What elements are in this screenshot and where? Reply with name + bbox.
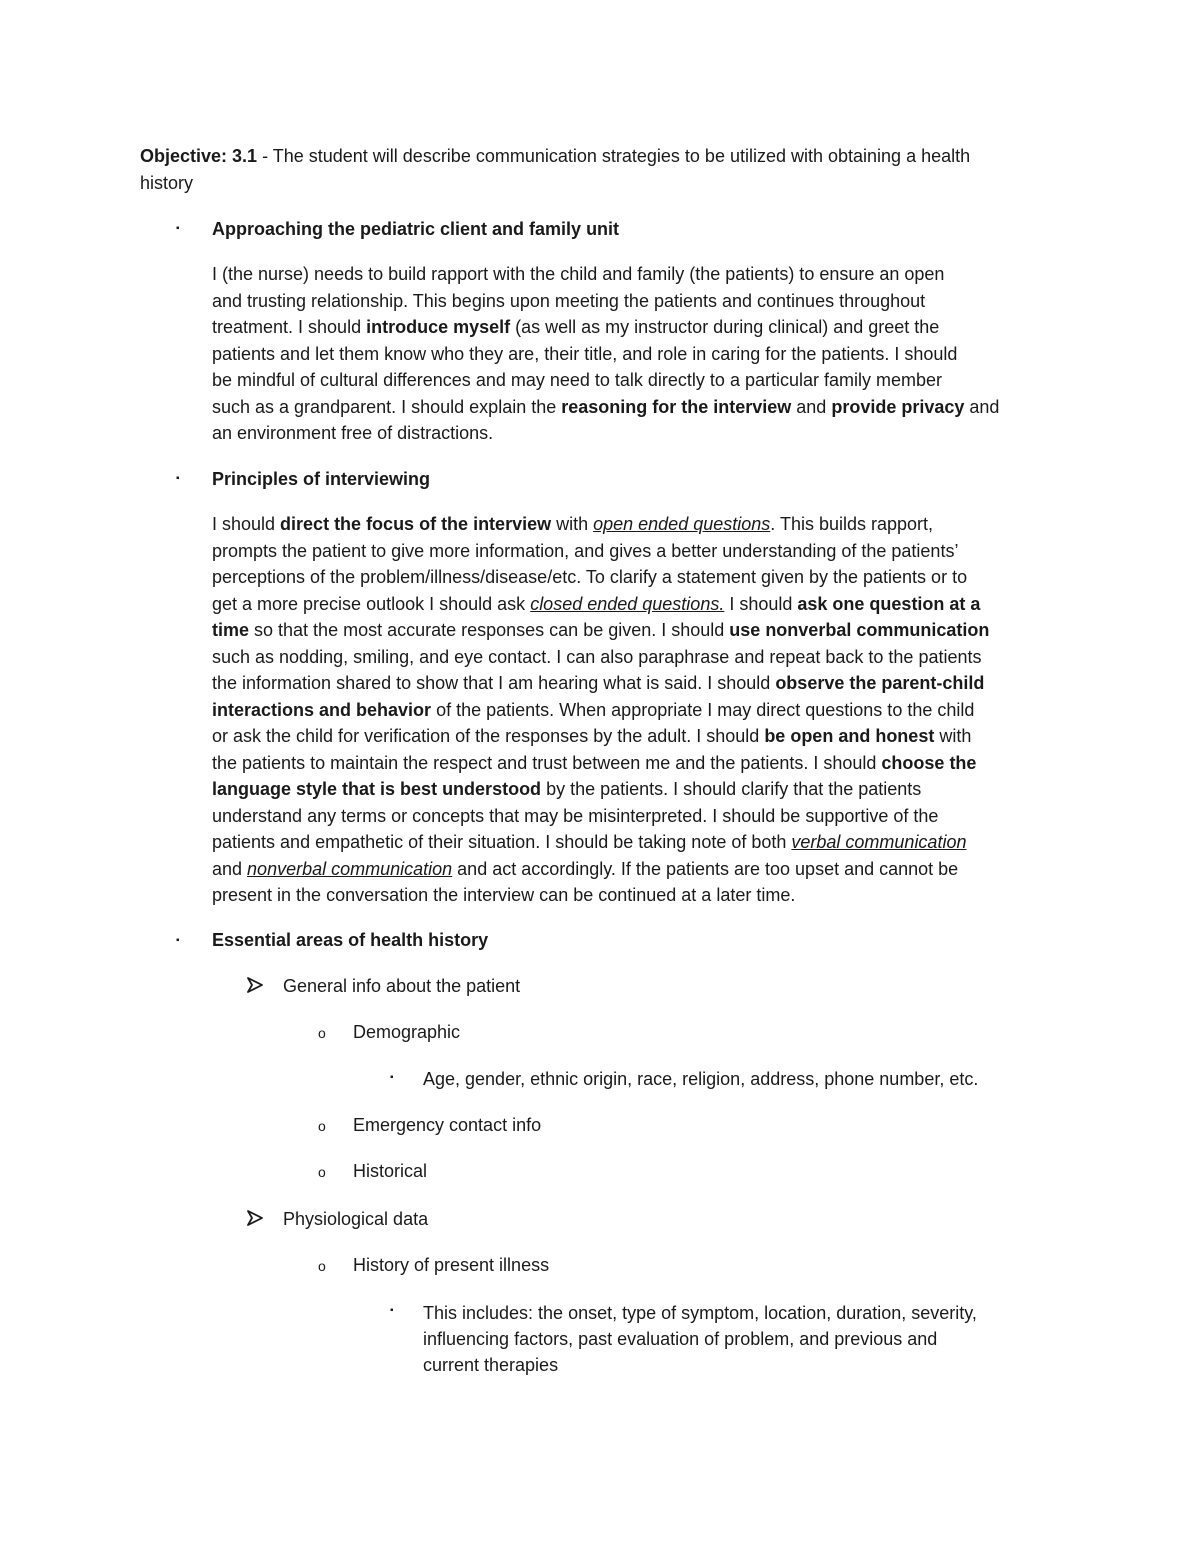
objective-paragraph	[140, 143, 1070, 197]
approaching-line-5: be mindful of cultural differences and may need to talk directly to a particular family member	[212, 370, 943, 390]
bold-run: be open and honest	[764, 726, 935, 746]
arrow-bullet-icon	[246, 1209, 264, 1227]
text-run: . This builds rapport,	[770, 514, 934, 534]
item-includes	[423, 1300, 977, 1378]
text-run: with	[551, 514, 594, 534]
circle-bullet-icon: o	[318, 1118, 326, 1134]
principles-line-5	[212, 617, 1072, 644]
item-demographic: Demographic	[353, 1022, 461, 1042]
includes-line-3: current therapies	[423, 1355, 559, 1375]
principles-line-13	[212, 829, 1072, 856]
item-demographic-detail: Age, gender, ethnic origin, race, religion, address, phone number, etc.	[423, 1069, 979, 1089]
circle-bullet-icon: o	[318, 1164, 326, 1180]
objective-line-2: history	[140, 173, 194, 193]
bold-run: language style that is best understood	[212, 779, 542, 799]
principles-line-1	[212, 511, 1072, 538]
item-historical: Historical	[353, 1161, 428, 1181]
principles-paragraph	[212, 511, 1072, 909]
objective-label: Objective: 3.1	[140, 146, 258, 166]
principles-line-10	[212, 750, 1072, 777]
heading-principles: Principles of interviewing	[212, 469, 431, 489]
item-present-illness: History of present illness	[353, 1255, 550, 1275]
text-run: and	[212, 858, 248, 879]
text-run: I should	[212, 514, 281, 534]
emphasis-run: nonverbal communication	[247, 858, 453, 879]
text-run: or ask the child for verification of the responses by the adult. I should	[212, 726, 765, 746]
circle-bullet-icon: o	[318, 1258, 326, 1274]
square-bullet-icon: ▪	[390, 1072, 394, 1083]
emphasis-run: open ended questions	[593, 514, 771, 534]
text-run: with	[934, 726, 972, 746]
principles-line-7	[212, 670, 1072, 697]
objective-line-1	[140, 143, 1070, 170]
objective-text: - The student will describe communication strategies to be utilized with obtaining a health	[257, 146, 971, 166]
bold-run: reasoning for the interview	[561, 396, 792, 417]
principles-line-2: prompts the patient to give more information, and gives a better understanding of the patients’	[212, 540, 959, 561]
approaching-paragraph	[212, 261, 1072, 447]
text-run: and	[791, 396, 832, 417]
bold-run: introduce myself	[366, 317, 511, 337]
includes-line-1: This includes: the onset, type of symptom, location, duration, severity,	[423, 1303, 977, 1323]
item-emergency-contact: Emergency contact info	[353, 1115, 542, 1135]
principles-line-6: such as nodding, smiling, and eye contact. I can also paraphrase and repeat back to the patients	[212, 646, 982, 667]
emphasis-run: verbal communication	[791, 832, 967, 852]
bold-run: direct the focus of the interview	[280, 514, 552, 534]
approaching-line-1: I (the nurse) needs to build rapport with the child and family (the patients) to ensure an open	[212, 264, 945, 284]
principles-line-12: understand any terms or concepts that may be misinterpreted. I should be supportive of the	[212, 805, 939, 826]
bold-run: choose the	[881, 752, 977, 773]
text-run: and act accordingly. If the patients are too upset and cannot be	[452, 858, 959, 879]
principles-line-14	[212, 856, 1072, 883]
square-bullet-icon: ▪	[176, 473, 180, 484]
approaching-line-3	[212, 314, 1072, 341]
principles-line-11	[212, 776, 1072, 803]
text-run: treatment. I should	[212, 317, 367, 337]
text-run: the information shared to show that I am hearing what is said. I should	[212, 673, 776, 693]
heading-approaching: Approaching the pediatric client and family unit	[212, 219, 620, 239]
heading-essential: Essential areas of health history	[212, 930, 489, 950]
text-run: of the patients. When appropriate I may direct questions to the child	[431, 699, 975, 720]
text-run: I should	[724, 593, 798, 614]
text-run: patients and empathetic of their situation. I should be taking note of both	[212, 832, 792, 852]
square-bullet-icon: ▪	[176, 935, 180, 946]
text-run: such as a grandparent. I should explain the	[212, 396, 562, 417]
item-general-info: General info about the patient	[283, 976, 521, 996]
arrow-bullet-icon	[246, 976, 264, 994]
text-run: by the patients. I should clarify that the patients	[541, 779, 922, 799]
principles-line-9	[212, 723, 1072, 750]
principles-line-4	[212, 591, 1072, 618]
bold-run: interactions and behavior	[212, 699, 432, 720]
bold-run: provide privacy	[831, 396, 965, 417]
bold-run: time	[212, 620, 250, 640]
principles-line-3: perceptions of the problem/illness/disease/etc. To clarify a statement given by the patients or to	[212, 567, 968, 587]
approaching-line-2: and trusting relationship. This begins upon meeting the patients and continues throughout	[212, 290, 926, 311]
text-run: and	[964, 396, 1000, 417]
bold-run: use nonverbal communication	[729, 620, 990, 640]
includes-line-2: influencing factors, past evaluation of problem, and previous and	[423, 1329, 938, 1349]
square-bullet-icon: ▪	[176, 223, 180, 234]
text-run: the patients to maintain the respect and trust between me and the patients. I should	[212, 752, 882, 773]
bold-run: observe the parent-child	[775, 673, 985, 693]
approaching-line-7: an environment free of distractions.	[212, 423, 494, 443]
square-bullet-icon: ▪	[390, 1305, 394, 1316]
bold-run: ask one question at a	[797, 593, 981, 614]
text-run: get a more precise outlook I should ask	[212, 593, 531, 614]
approaching-line-4: patients and let them know who they are, their title, and role in caring for the patients. I should	[212, 343, 958, 364]
principles-line-15: present in the conversation the interview can be continued at a later time.	[212, 885, 796, 905]
approaching-line-6	[212, 394, 1072, 421]
text-run: (as well as my instructor during clinical) and greet the	[510, 317, 940, 337]
text-run: so that the most accurate responses can be given. I should	[249, 620, 730, 640]
principles-line-8	[212, 697, 1072, 724]
item-physiological-data: Physiological data	[283, 1209, 429, 1229]
emphasis-run: closed ended questions.	[530, 593, 725, 614]
circle-bullet-icon: o	[318, 1025, 326, 1041]
